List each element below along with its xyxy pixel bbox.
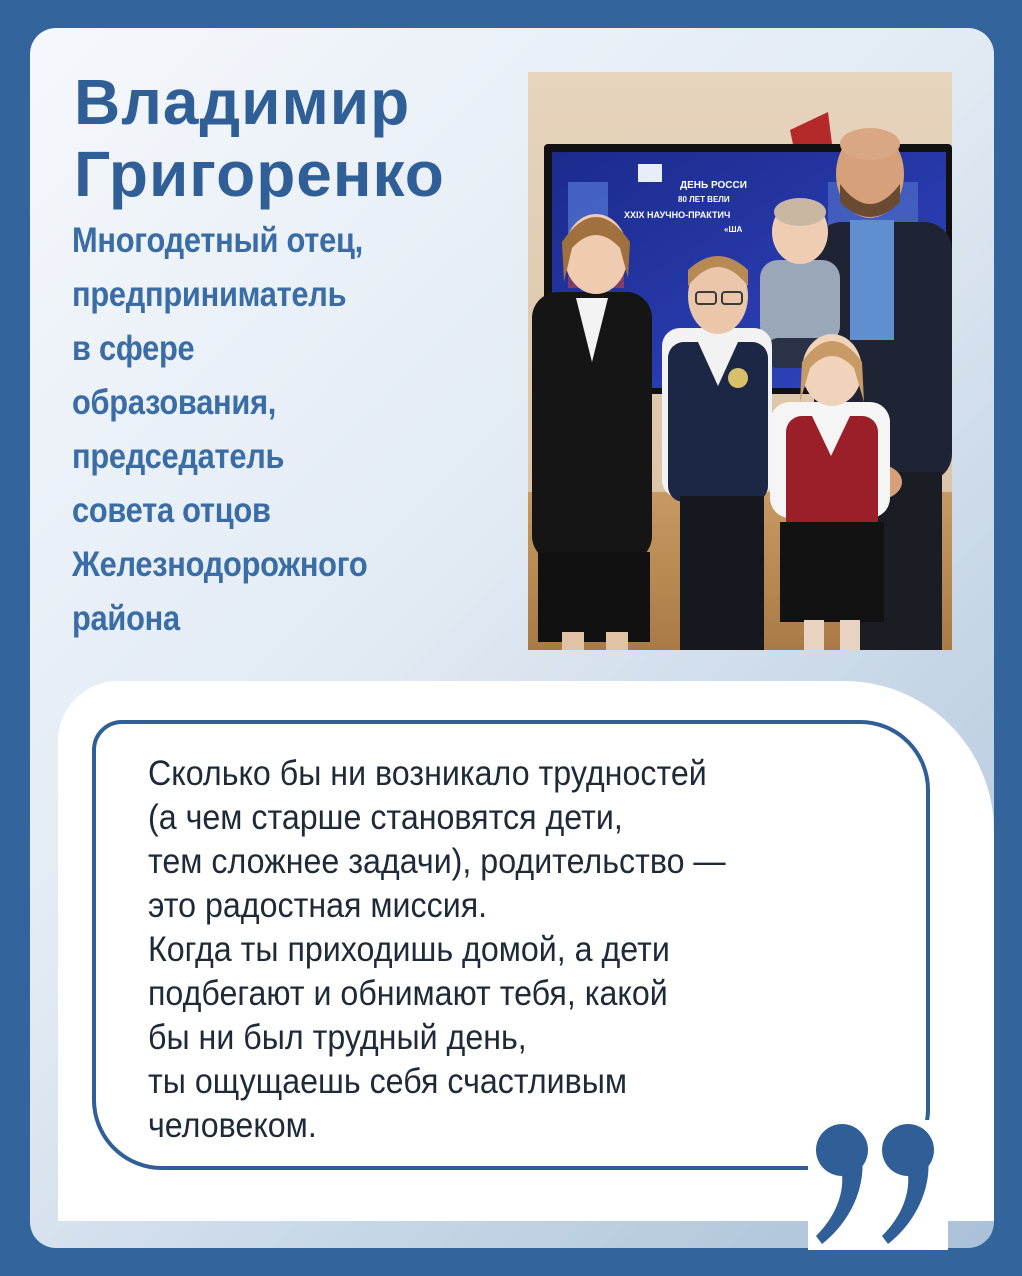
family-photo-illustration xyxy=(528,72,952,650)
person-name xyxy=(74,66,514,210)
screen-text-2: 80 ЛЕТ ВЕЛИ xyxy=(678,195,730,204)
screen-text-3: XXIX НАУЧНО-ПРАКТИЧ xyxy=(624,210,731,220)
closing-quote-icon xyxy=(808,1120,948,1250)
role-line: председатель xyxy=(72,437,285,476)
role-line: Многодетный отец, xyxy=(72,221,363,260)
role-line: образования, xyxy=(72,383,277,422)
quote-text xyxy=(148,752,829,1148)
screen-text-1: ДЕНЬ РОССИ xyxy=(680,180,747,191)
quote-line: (а чем старше становятся дети, xyxy=(148,798,623,837)
quote-line: Когда ты приходишь домой, а дети xyxy=(148,930,670,969)
name-line-last: Григоренко xyxy=(74,138,445,210)
name-line-first: Владимир xyxy=(74,66,411,138)
quote-line: человеком. xyxy=(148,1106,317,1145)
role-line: района xyxy=(72,599,180,638)
screen-text-4: «ША xyxy=(724,225,743,234)
role-line: Железнодорожного xyxy=(72,545,368,584)
quote-line: тем сложнее задачи), родительство — xyxy=(148,842,726,881)
role-line: предприниматель xyxy=(72,275,347,314)
role-line: в сфере xyxy=(72,329,195,368)
quote-line: бы ни был трудный день, xyxy=(148,1018,527,1057)
family-photo xyxy=(528,72,952,650)
quote-line: ты ощущаешь себя счастливым xyxy=(148,1062,628,1101)
person-role xyxy=(72,214,442,646)
role-line: совета отцов xyxy=(72,491,271,530)
quote-line: это радостная миссия. xyxy=(148,886,488,925)
quote-line: Сколько бы ни возникало трудностей xyxy=(148,754,707,793)
quote-line: подбегают и обнимают тебя, какой xyxy=(148,974,668,1013)
